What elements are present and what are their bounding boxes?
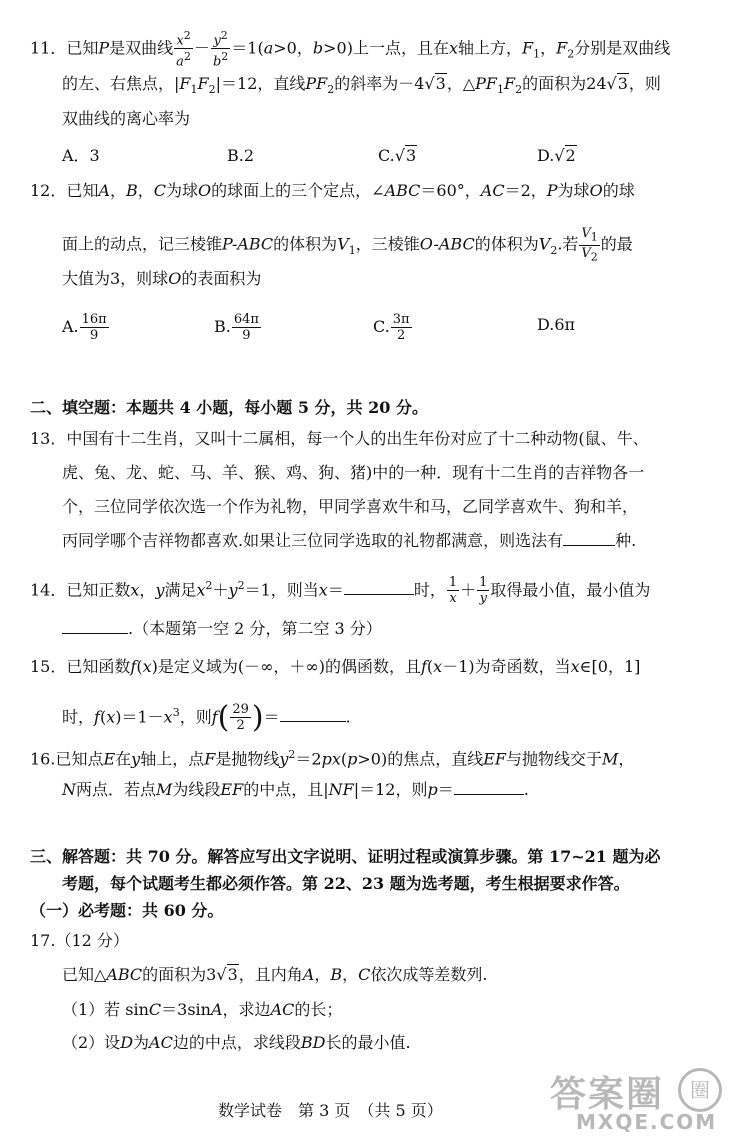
q12-option-d: D.6π	[537, 315, 576, 334]
q16-line2: N两点．若点M为线段EF的中点，且|NF|＝12，则p＝ .	[62, 780, 529, 799]
q17-stem: 已知△ABC的面积为3√3，且内角A，B，C依次成等差数列.	[62, 965, 488, 984]
q11-option-b: B.2	[227, 146, 255, 165]
watermark-logo	[536, 1064, 726, 1136]
q15-line1: 15．已知函数f(x)是定义域为(－∞，＋∞)的偶函数，且f(x－1)为奇函数，当x∈[0，1]	[30, 657, 641, 676]
watermark-circle-icon: 圈	[678, 1068, 722, 1112]
answer-blank	[344, 580, 414, 595]
q11-line2: 的左、右焦点，$|F_1F_2|=12$，直线$PF_2$的斜率为－4√3，$\triangle PF_1F_2$的面积为24√3，则	[62, 74, 661, 97]
watermark-text: 答案圈	[550, 1074, 665, 1115]
q16-line1: 16.已知点E在y轴上，点F是抛物线$y^2=2px(p>0)$的焦点，直线EF与抛物线交于M，	[30, 748, 635, 769]
answer-blank	[62, 619, 128, 634]
q12-line1: 12．已知A，B，C为球O的球面上的三个定点，∠ABC＝60°，AC＝2，P为球O的球	[30, 181, 635, 200]
q11-line3: 双曲线的离心率为	[62, 109, 191, 128]
sqrt-3: √3	[216, 965, 238, 984]
q12-option-b: B. $\frac{64\pi}{9}$	[214, 312, 259, 343]
q11-option-d: D.√2	[537, 146, 576, 165]
q17-part-2: （2）设D为AC边的中点，求线段BD长的最小值.	[62, 1033, 411, 1052]
q17-heading: 17.（12 分）	[30, 931, 129, 950]
q12-line3: 大值为3，则球O的表面积为	[62, 269, 262, 288]
section-2-heading: 二、填空题：本题共 4 小题，每小题 5 分，共 20 分。	[30, 398, 428, 417]
q13-line4: 丙同学哪个吉祥物都喜欢.如果让三位同学选取的礼物都满意，则选法有 种.	[62, 531, 637, 550]
answer-blank	[280, 707, 346, 722]
q12-option-a: A. $\frac{16\pi}{9}$	[62, 312, 107, 343]
q17-part-1: （1）若 sinC＝3sinA，求边AC的长；	[62, 1000, 343, 1019]
answer-blank	[454, 780, 524, 795]
sqrt-3: √3	[606, 74, 628, 93]
section-3-heading-cont: 考题，每个试题考生都必须作答。第 22、23 题为选考题，考生根据要求作答。	[62, 874, 630, 893]
q13-line2: 虎、兔、龙、蛇、马、羊、猴、鸡、狗、猪)中的一种．现有十二生肖的吉祥物各一	[62, 463, 645, 482]
q13-line3: 个，三位同学依次选一个作为礼物，甲同学喜欢牛和马，乙同学喜欢牛、狗和羊，	[62, 497, 639, 516]
fraction-1-x: $\frac{1}{x}$	[448, 575, 458, 607]
fraction-1-y: $\frac{1}{y}$	[479, 575, 488, 607]
q11-line1: 11．已知P是双曲线 $\frac{x^2}{a^2}$ － $\frac{y^2}{b^2}$ ＝1(a>0，b>0)上一点，且在x轴上方，$F_1$，$F_2$分别是双曲线	[30, 29, 671, 70]
q14-line2: .（本题第一空 2 分，第二空 3 分）	[62, 618, 382, 640]
q12-line2: 面上的动点，记三棱锥P-ABC的体积为$V_1$，三棱锥O-ABC的体积为$V_2$.若 $\frac{V_1}{V_2}$ 的最	[62, 226, 633, 264]
q12-option-c: C. $\frac{3\pi}{2}$	[373, 312, 410, 343]
q14-line1: 14．已知正数x，y满足$x^2+y^2=1$，则当x＝ 时， $\frac{1}{x}$ ＋ $\frac{1}{y}$ 取得最小值，最小值为	[30, 575, 651, 607]
fraction-y2-b2: $\frac{y^2}{b^2}$	[212, 29, 229, 70]
page-footer: 数学试卷 第 3 页 （共 5 页）	[218, 1101, 443, 1120]
section-3-heading: 三、解答题：共 70 分。解答应写出文字说明、证明过程或演算步骤。第 17~21 题为必	[30, 847, 661, 866]
q15-line2: 时，$f(x)=1-x^3$，则f( $\frac{29}{2}$ )＝ .	[62, 699, 351, 735]
watermark-url: MXQE.COM	[576, 1110, 718, 1134]
q11-option-c: C.√3	[378, 146, 417, 165]
fraction-x2-a2: $\frac{x^2}{a^2}$	[176, 29, 191, 70]
fraction-29-2: $\frac{29}{2}$	[232, 702, 249, 734]
q13-line1: 13．中国有十二生肖，又叫十二属相，每一个人的出生年份对应了十二种动物(鼠、牛、	[30, 429, 649, 448]
sqrt-3: √3	[424, 74, 446, 93]
q11-option-a: A．3	[62, 146, 100, 165]
answer-blank	[563, 531, 615, 546]
fraction-v1-v2: $\frac{V_1}{V_2}$	[581, 226, 598, 264]
section-3-subheading: （一）必考题：共 60 分。	[30, 901, 224, 920]
